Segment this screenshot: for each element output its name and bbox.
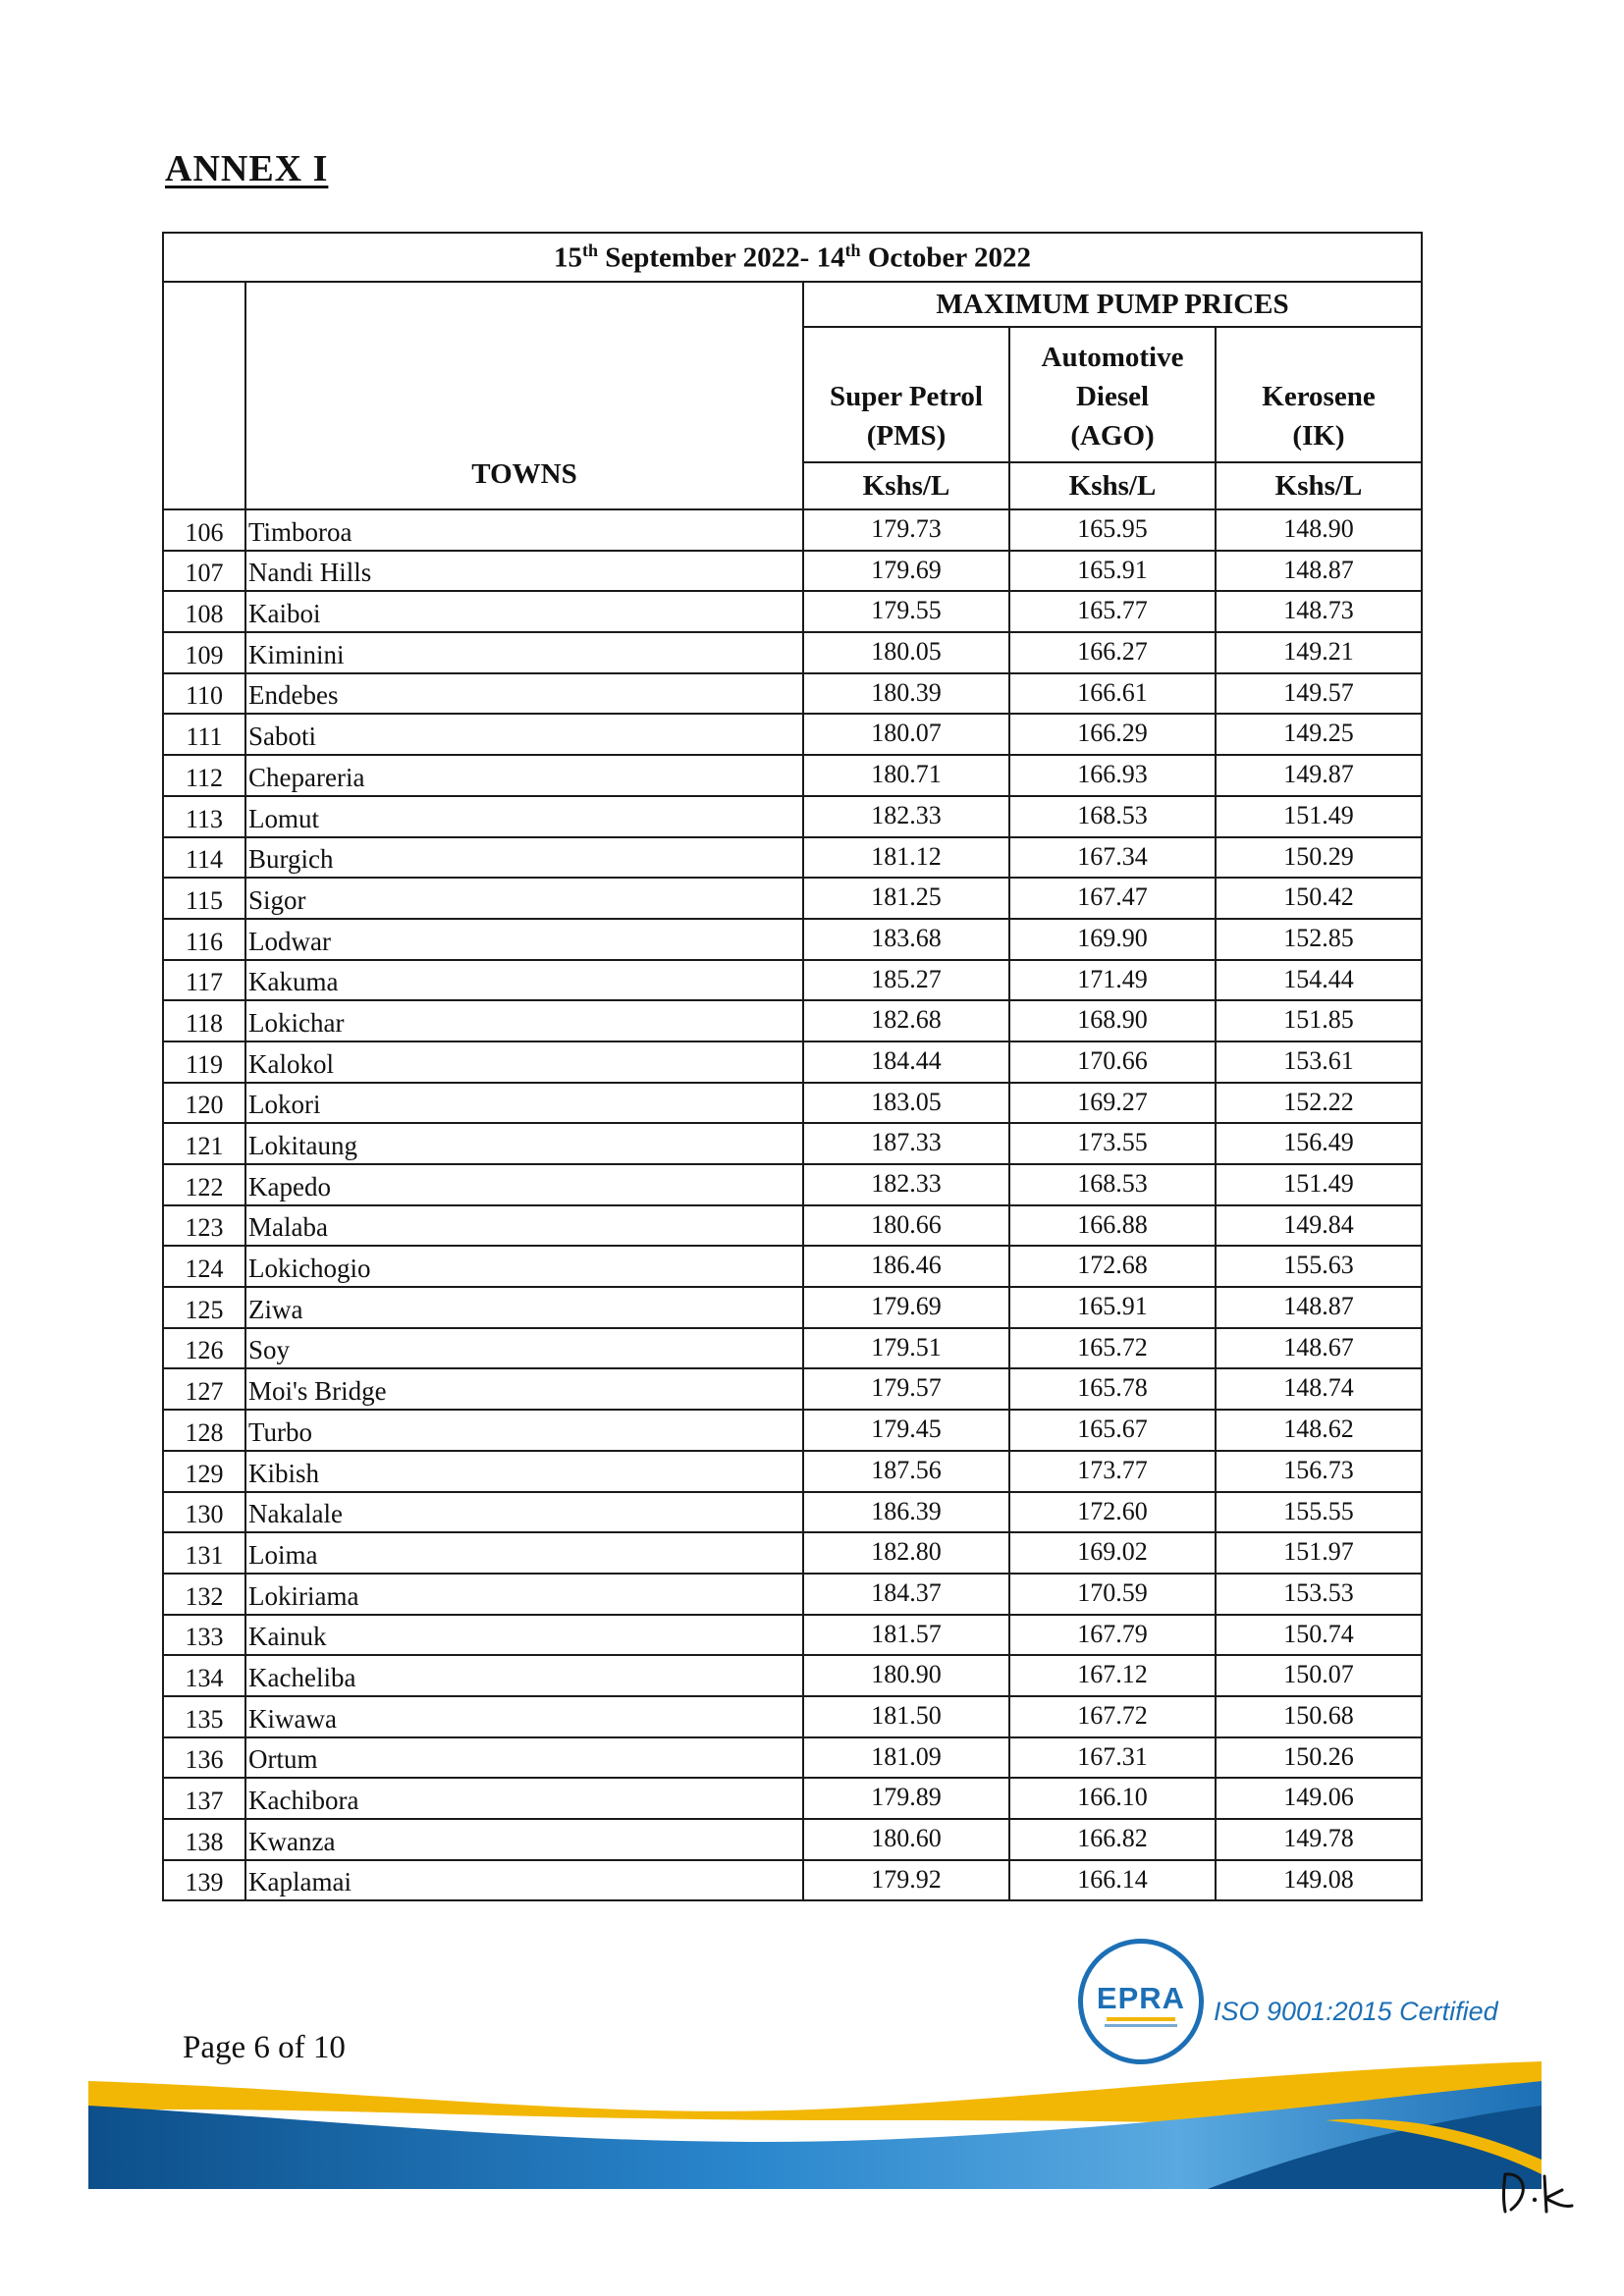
row-number: 115 [163, 878, 245, 919]
table-row [163, 1778, 1422, 1819]
row-number: 127 [163, 1368, 245, 1410]
ik-price: 152.85 [1216, 919, 1422, 960]
ago-price: 169.27 [1009, 1083, 1216, 1124]
row-number: 133 [163, 1615, 245, 1656]
table-row [163, 1696, 1422, 1737]
ik-price: 155.63 [1216, 1246, 1422, 1287]
ik-price: 149.57 [1216, 673, 1422, 715]
ik-price: 152.22 [1216, 1083, 1422, 1124]
pms-price: 180.60 [803, 1819, 1009, 1860]
town-name: Kiminini [245, 632, 803, 673]
table-row [163, 1041, 1422, 1083]
town-name: Ortum [245, 1737, 803, 1779]
ago-price: 167.34 [1009, 837, 1216, 879]
table-row [163, 1492, 1422, 1533]
town-name: Moi's Bridge [245, 1368, 803, 1410]
row-number: 128 [163, 1410, 245, 1451]
pms-price: 182.80 [803, 1532, 1009, 1574]
row-number: 107 [163, 551, 245, 592]
pms-price: 179.69 [803, 1287, 1009, 1328]
ik-price: 150.26 [1216, 1737, 1422, 1779]
ik-price: 153.61 [1216, 1041, 1422, 1083]
ago-price: 165.91 [1009, 551, 1216, 592]
ago-price: 169.02 [1009, 1532, 1216, 1574]
ik-price: 150.07 [1216, 1655, 1422, 1696]
pms-price: 181.50 [803, 1696, 1009, 1737]
town-name: Nakalale [245, 1492, 803, 1533]
ago-price: 166.14 [1009, 1860, 1216, 1901]
ik-header: Kerosene (IK) [1216, 327, 1422, 462]
town-name: Ziwa [245, 1287, 803, 1328]
row-number: 124 [163, 1246, 245, 1287]
ik-price: 148.73 [1216, 591, 1422, 632]
town-name: Kakuma [245, 960, 803, 1001]
row-number: 116 [163, 919, 245, 960]
pms-price: 179.73 [803, 509, 1009, 551]
pms-price: 181.25 [803, 878, 1009, 919]
row-number: 139 [163, 1860, 245, 1901]
row-number: 110 [163, 673, 245, 715]
ago-price: 167.47 [1009, 878, 1216, 919]
table-row [163, 509, 1422, 551]
row-number: 122 [163, 1164, 245, 1205]
table-row [163, 591, 1422, 632]
ik-price: 150.68 [1216, 1696, 1422, 1737]
row-number: 132 [163, 1574, 245, 1615]
town-name: Kwanza [245, 1819, 803, 1860]
table-row [163, 1368, 1422, 1410]
table-row [163, 1615, 1422, 1656]
town-name: Kacheliba [245, 1655, 803, 1696]
pms-price: 180.90 [803, 1655, 1009, 1696]
ago-price: 166.88 [1009, 1205, 1216, 1247]
ago-price: 169.90 [1009, 919, 1216, 960]
ik-unit: Kshs/L [1216, 462, 1422, 509]
row-number: 135 [163, 1696, 245, 1737]
ik-price: 148.87 [1216, 551, 1422, 592]
pms-price: 179.89 [803, 1778, 1009, 1819]
row-number: 113 [163, 796, 245, 837]
ik-price: 150.29 [1216, 837, 1422, 879]
table-row [163, 837, 1422, 879]
ik-price: 149.87 [1216, 755, 1422, 796]
town-name: Malaba [245, 1205, 803, 1247]
town-name: Soy [245, 1328, 803, 1369]
row-number: 121 [163, 1123, 245, 1164]
row-number: 136 [163, 1737, 245, 1779]
row-number: 119 [163, 1041, 245, 1083]
ago-price: 165.67 [1009, 1410, 1216, 1451]
row-number: 125 [163, 1287, 245, 1328]
pms-price: 181.09 [803, 1737, 1009, 1779]
table-row [163, 755, 1422, 796]
pump-prices-table [162, 232, 1423, 1901]
ago-header: Automotive Diesel (AGO) [1009, 327, 1216, 462]
town-name: Turbo [245, 1410, 803, 1451]
ago-price: 166.27 [1009, 632, 1216, 673]
ago-price: 173.55 [1009, 1123, 1216, 1164]
ago-price: 170.66 [1009, 1041, 1216, 1083]
table-row [163, 1860, 1422, 1901]
town-name: Kapedo [245, 1164, 803, 1205]
row-number: 108 [163, 591, 245, 632]
table-row [163, 1287, 1422, 1328]
town-name: Kiwawa [245, 1696, 803, 1737]
pms-price: 179.51 [803, 1328, 1009, 1369]
table-row [163, 1737, 1422, 1779]
ago-price: 166.29 [1009, 714, 1216, 755]
ago-price: 171.49 [1009, 960, 1216, 1001]
row-number: 130 [163, 1492, 245, 1533]
town-name: Lokitaung [245, 1123, 803, 1164]
pms-price: 183.68 [803, 919, 1009, 960]
ik-price: 149.25 [1216, 714, 1422, 755]
ago-price: 168.53 [1009, 1164, 1216, 1205]
pms-price: 186.39 [803, 1492, 1009, 1533]
ik-price: 151.85 [1216, 1000, 1422, 1041]
table-row [163, 1205, 1422, 1247]
ago-price: 165.78 [1009, 1368, 1216, 1410]
table-row [163, 632, 1422, 673]
town-name: Kaiboi [245, 591, 803, 632]
ago-price: 167.12 [1009, 1655, 1216, 1696]
period-header: 15th September 2022- 14th October 2022 [163, 233, 1422, 282]
table-row [163, 919, 1422, 960]
ik-price: 153.53 [1216, 1574, 1422, 1615]
ago-price: 167.79 [1009, 1615, 1216, 1656]
row-number: 137 [163, 1778, 245, 1819]
town-name: Endebes [245, 673, 803, 715]
ik-price: 149.21 [1216, 632, 1422, 673]
ik-price: 149.78 [1216, 1819, 1422, 1860]
pms-price: 180.05 [803, 632, 1009, 673]
town-name: Lokichogio [245, 1246, 803, 1287]
pms-price: 186.46 [803, 1246, 1009, 1287]
table-row [163, 1000, 1422, 1041]
town-name: Kibish [245, 1451, 803, 1492]
ik-price: 150.74 [1216, 1615, 1422, 1656]
ik-price: 148.67 [1216, 1328, 1422, 1369]
row-number: 131 [163, 1532, 245, 1574]
town-name: Sigor [245, 878, 803, 919]
pms-price: 179.55 [803, 591, 1009, 632]
ago-price: 167.72 [1009, 1696, 1216, 1737]
town-name: Lokichar [245, 1000, 803, 1041]
town-name: Nandi Hills [245, 551, 803, 592]
row-number: 138 [163, 1819, 245, 1860]
ik-price: 155.55 [1216, 1492, 1422, 1533]
row-number: 117 [163, 960, 245, 1001]
handwritten-initials [1497, 2164, 1576, 2218]
ik-price: 149.06 [1216, 1778, 1422, 1819]
pms-price: 179.69 [803, 551, 1009, 592]
pms-price: 181.12 [803, 837, 1009, 879]
table-row [163, 796, 1422, 837]
ik-price: 149.84 [1216, 1205, 1422, 1247]
logo-text: EPRA [1096, 1981, 1186, 2015]
ago-price: 166.93 [1009, 755, 1216, 796]
pms-price: 180.71 [803, 755, 1009, 796]
ago-price: 166.10 [1009, 1778, 1216, 1819]
pms-price: 180.39 [803, 673, 1009, 715]
ago-price: 170.59 [1009, 1574, 1216, 1615]
footer-wave-graphic [88, 2052, 1542, 2189]
max-pump-prices-header: MAXIMUM PUMP PRICES [803, 282, 1422, 327]
pms-price: 184.44 [803, 1041, 1009, 1083]
ik-price: 151.97 [1216, 1532, 1422, 1574]
row-number: 114 [163, 837, 245, 879]
table-row [163, 960, 1422, 1001]
ik-price: 154.44 [1216, 960, 1422, 1001]
pms-price: 187.33 [803, 1123, 1009, 1164]
ago-price: 168.53 [1009, 796, 1216, 837]
town-name: Kaplamai [245, 1860, 803, 1901]
pms-price: 179.45 [803, 1410, 1009, 1451]
pms-price: 182.33 [803, 796, 1009, 837]
table-row [163, 714, 1422, 755]
pms-price: 181.57 [803, 1615, 1009, 1656]
ik-price: 151.49 [1216, 796, 1422, 837]
town-name: Chepareria [245, 755, 803, 796]
pms-price: 183.05 [803, 1083, 1009, 1124]
pms-price: 182.33 [803, 1164, 1009, 1205]
town-name: Kachibora [245, 1778, 803, 1819]
pms-unit: Kshs/L [803, 462, 1009, 509]
table-row [163, 551, 1422, 592]
towns-header: TOWNS [245, 282, 803, 509]
row-number: 118 [163, 1000, 245, 1041]
table-row [163, 1655, 1422, 1696]
ago-price: 172.60 [1009, 1492, 1216, 1533]
ago-price: 166.82 [1009, 1819, 1216, 1860]
ago-price: 166.61 [1009, 673, 1216, 715]
ago-price: 167.31 [1009, 1737, 1216, 1779]
table-body [163, 509, 1422, 1900]
row-number: 126 [163, 1328, 245, 1369]
ago-price: 165.95 [1009, 509, 1216, 551]
epra-logo [1078, 1939, 1206, 2066]
town-name: Kalokol [245, 1041, 803, 1083]
table-row [163, 1819, 1422, 1860]
row-number: 112 [163, 755, 245, 796]
town-name: Burgich [245, 837, 803, 879]
row-number: 120 [163, 1083, 245, 1124]
town-name: Lomut [245, 796, 803, 837]
table-row [163, 1451, 1422, 1492]
table-row [163, 1574, 1422, 1615]
row-number-header [163, 282, 245, 509]
ago-price: 173.77 [1009, 1451, 1216, 1492]
row-number: 106 [163, 509, 245, 551]
pms-price: 182.68 [803, 1000, 1009, 1041]
ik-price: 149.08 [1216, 1860, 1422, 1901]
pms-price: 187.56 [803, 1451, 1009, 1492]
ago-unit: Kshs/L [1009, 462, 1216, 509]
row-number: 111 [163, 714, 245, 755]
row-number: 129 [163, 1451, 245, 1492]
town-name: Kainuk [245, 1615, 803, 1656]
ago-price: 168.90 [1009, 1000, 1216, 1041]
ik-price: 148.87 [1216, 1287, 1422, 1328]
table-row [163, 1246, 1422, 1287]
pms-price: 184.37 [803, 1574, 1009, 1615]
ik-price: 148.62 [1216, 1410, 1422, 1451]
town-name: Loima [245, 1532, 803, 1574]
town-name: Lokiriama [245, 1574, 803, 1615]
ago-price: 165.72 [1009, 1328, 1216, 1369]
table-row [163, 673, 1422, 715]
ago-price: 165.77 [1009, 591, 1216, 632]
ik-price: 150.42 [1216, 878, 1422, 919]
row-number: 109 [163, 632, 245, 673]
pms-price: 179.92 [803, 1860, 1009, 1901]
town-name: Saboti [245, 714, 803, 755]
town-name: Lodwar [245, 919, 803, 960]
table-row [163, 878, 1422, 919]
pms-header: Super Petrol (PMS) [803, 327, 1009, 462]
iso-certification: ISO 9001:2015 Certified [1214, 1997, 1498, 2026]
annex-title: ANNEX I [165, 148, 329, 189]
table-row [163, 1123, 1422, 1164]
ago-price: 165.91 [1009, 1287, 1216, 1328]
table-row [163, 1083, 1422, 1124]
table-row [163, 1328, 1422, 1369]
table-row [163, 1164, 1422, 1205]
ago-price: 172.68 [1009, 1246, 1216, 1287]
pms-price: 180.07 [803, 714, 1009, 755]
ik-price: 151.49 [1216, 1164, 1422, 1205]
pms-price: 185.27 [803, 960, 1009, 1001]
page-number: Page 6 of 10 [183, 2030, 346, 2065]
town-name: Lokori [245, 1083, 803, 1124]
pms-price: 179.57 [803, 1368, 1009, 1410]
row-number: 134 [163, 1655, 245, 1696]
ik-price: 148.90 [1216, 509, 1422, 551]
ik-price: 156.73 [1216, 1451, 1422, 1492]
table-row [163, 1532, 1422, 1574]
pms-price: 180.66 [803, 1205, 1009, 1247]
ik-price: 156.49 [1216, 1123, 1422, 1164]
row-number: 123 [163, 1205, 245, 1247]
ik-price: 148.74 [1216, 1368, 1422, 1410]
town-name: Timboroa [245, 509, 803, 551]
table-row [163, 1410, 1422, 1451]
